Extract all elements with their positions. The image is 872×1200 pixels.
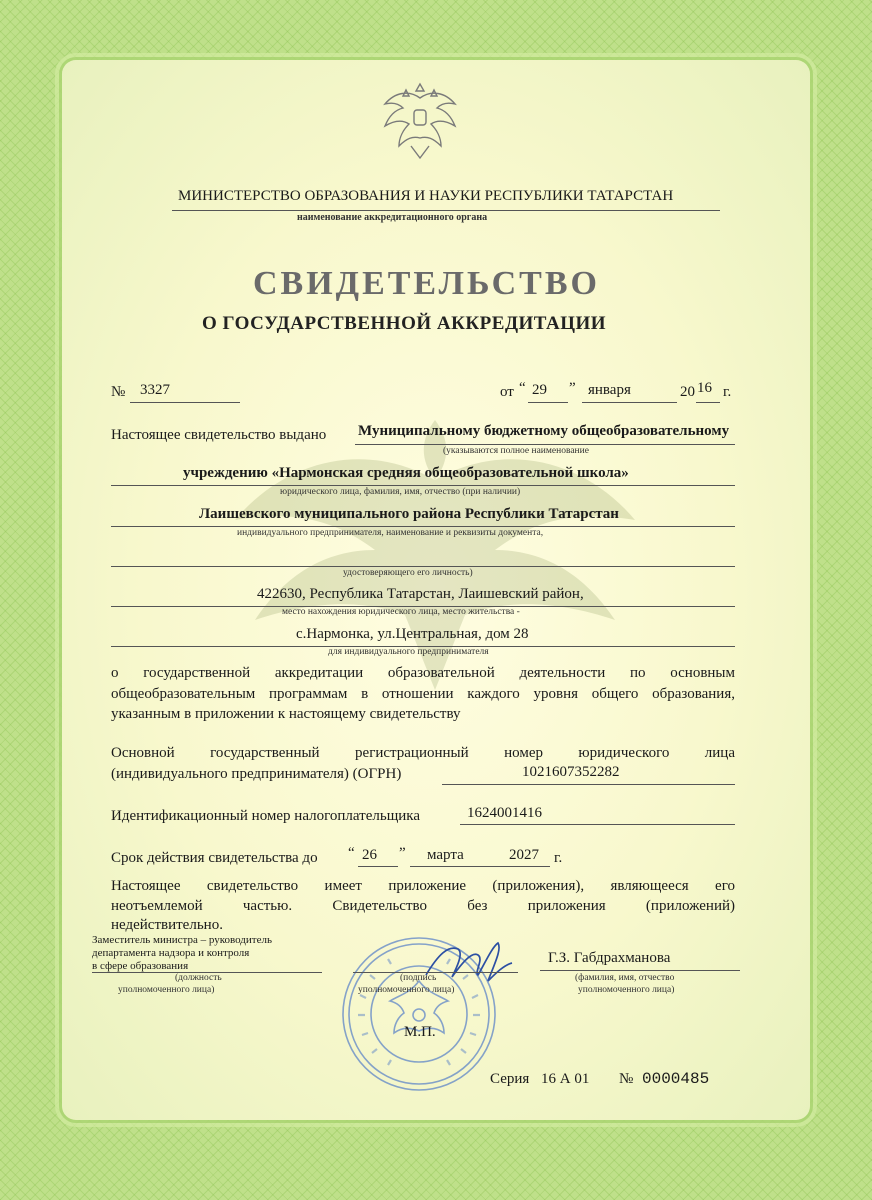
validity-close-quote: ” [399, 845, 406, 861]
ogrn-label-line-1: Основной государственный регистрационный номер юридического лица [111, 745, 735, 761]
validity-day: 26 [362, 847, 377, 863]
signatory-name: Г.З. Габдрахманова [548, 950, 671, 966]
caption-signature-2: уполномоченного лица) [358, 985, 455, 995]
appendix-line-3: недействительно. [111, 917, 223, 933]
coat-of-arms-emblem [377, 80, 463, 162]
inn-label: Идентификационный номер налогоплательщика [111, 808, 421, 824]
date-year-prefix: 20 [680, 384, 695, 400]
caption-for-entrepreneur: для индивидуального предпринимателя [328, 647, 489, 657]
caption-full-name: (указываются полное наименование [443, 446, 589, 456]
document-title: СВИДЕТЕЛЬСТВО [253, 265, 600, 302]
validity-month: марта [427, 847, 464, 863]
signatory-position-line-2: департамента надзора и контроля [92, 947, 250, 959]
ogrn-value: 1021607352282 [522, 764, 620, 780]
caption-position-2: уполномоченного лица) [118, 985, 215, 995]
validity-unit: г. [554, 850, 563, 866]
ministry-name: МИНИСТЕРСТВО ОБРАЗОВАНИЯ И НАУКИ РЕСПУБЛИКИ ТАТАРСТАН [178, 188, 674, 204]
accreditation-line-3: указанным в приложении к настоящему свидетельству [111, 706, 461, 722]
appendix-line-1: Настоящее свидетельство имеет приложение (приложения), являющееся его [111, 878, 735, 894]
series-label: Серия [490, 1071, 530, 1087]
date-month: января [588, 382, 631, 398]
date-year-unit: г. [723, 384, 732, 400]
certificate-number: 3327 [140, 382, 170, 398]
caption-name-2: уполномоченного лица) [578, 985, 675, 995]
date-prefix: от [500, 384, 514, 400]
serial-number: 0000485 [642, 1070, 710, 1088]
caption-legal-entity: юридического лица, фамилия, имя, отчество (при наличии) [280, 487, 521, 497]
validity-label: Срок действия свидетельства до [111, 850, 318, 866]
caption-location: место нахождения юридического лица, место жительства - [282, 607, 520, 617]
accreditation-line-1: о государственной аккредитации образовательной деятельности по основным [111, 665, 735, 681]
caption-entrepreneur: индивидуального предпринимателя, наименование и реквизиты документа, [237, 528, 544, 538]
signatory-position-line-1: Заместитель министра – руководитель [92, 934, 272, 946]
date-close-quote: ” [569, 380, 576, 396]
address-line-1: 422630, Республика Татарстан, Лаишевский район, [257, 586, 584, 602]
signatory-position-line-3: в сфере образования [92, 960, 189, 972]
caption-identity-document: удостоверяющего его личность) [343, 568, 473, 578]
caption-name-1: (фамилия, имя, отчество [575, 973, 675, 983]
date-day: 29 [532, 382, 547, 398]
caption-signature-1: (подпись [400, 973, 437, 983]
appendix-line-2: неотъемлемой частью. Свидетельство без приложения (приложений) [111, 898, 735, 914]
address-line-2: с.Нармонка, ул.Центральная, дом 28 [296, 626, 529, 642]
validity-open-quote: “ [348, 845, 355, 861]
date-year-suffix: 16 [697, 380, 712, 396]
caption-position-1: (должность [175, 973, 222, 983]
issued-label: Настоящее свидетельство выдано [111, 427, 327, 443]
number-label: № [111, 384, 126, 400]
ogrn-label-line-2: (индивидуального предпринимателя) (ОГРН) [111, 766, 402, 782]
org-name-line-2: учреждению «Нармонская средняя общеобразовательной школа» [183, 465, 629, 481]
serial-number-label: № [619, 1071, 634, 1087]
accreditation-line-2: общеобразовательным программам в отношении каждого уровня общего образования, [111, 686, 735, 702]
ministry-caption: наименование аккредитационного органа [297, 212, 488, 223]
series-value: 16 А 01 [541, 1071, 590, 1087]
stamp-place-label: М.П. [404, 1024, 436, 1040]
org-name-line-1: Муниципальному бюджетному общеобразовательному [358, 423, 730, 439]
validity-year: 2027 [509, 847, 539, 863]
inn-value: 1624001416 [467, 805, 542, 821]
org-name-line-3: Лаишевского муниципального района Республики Татарстан [199, 506, 619, 522]
document-subtitle: О ГОСУДАРСТВЕННОЙ АККРЕДИТАЦИИ [202, 313, 607, 334]
date-open-quote: “ [519, 380, 526, 396]
